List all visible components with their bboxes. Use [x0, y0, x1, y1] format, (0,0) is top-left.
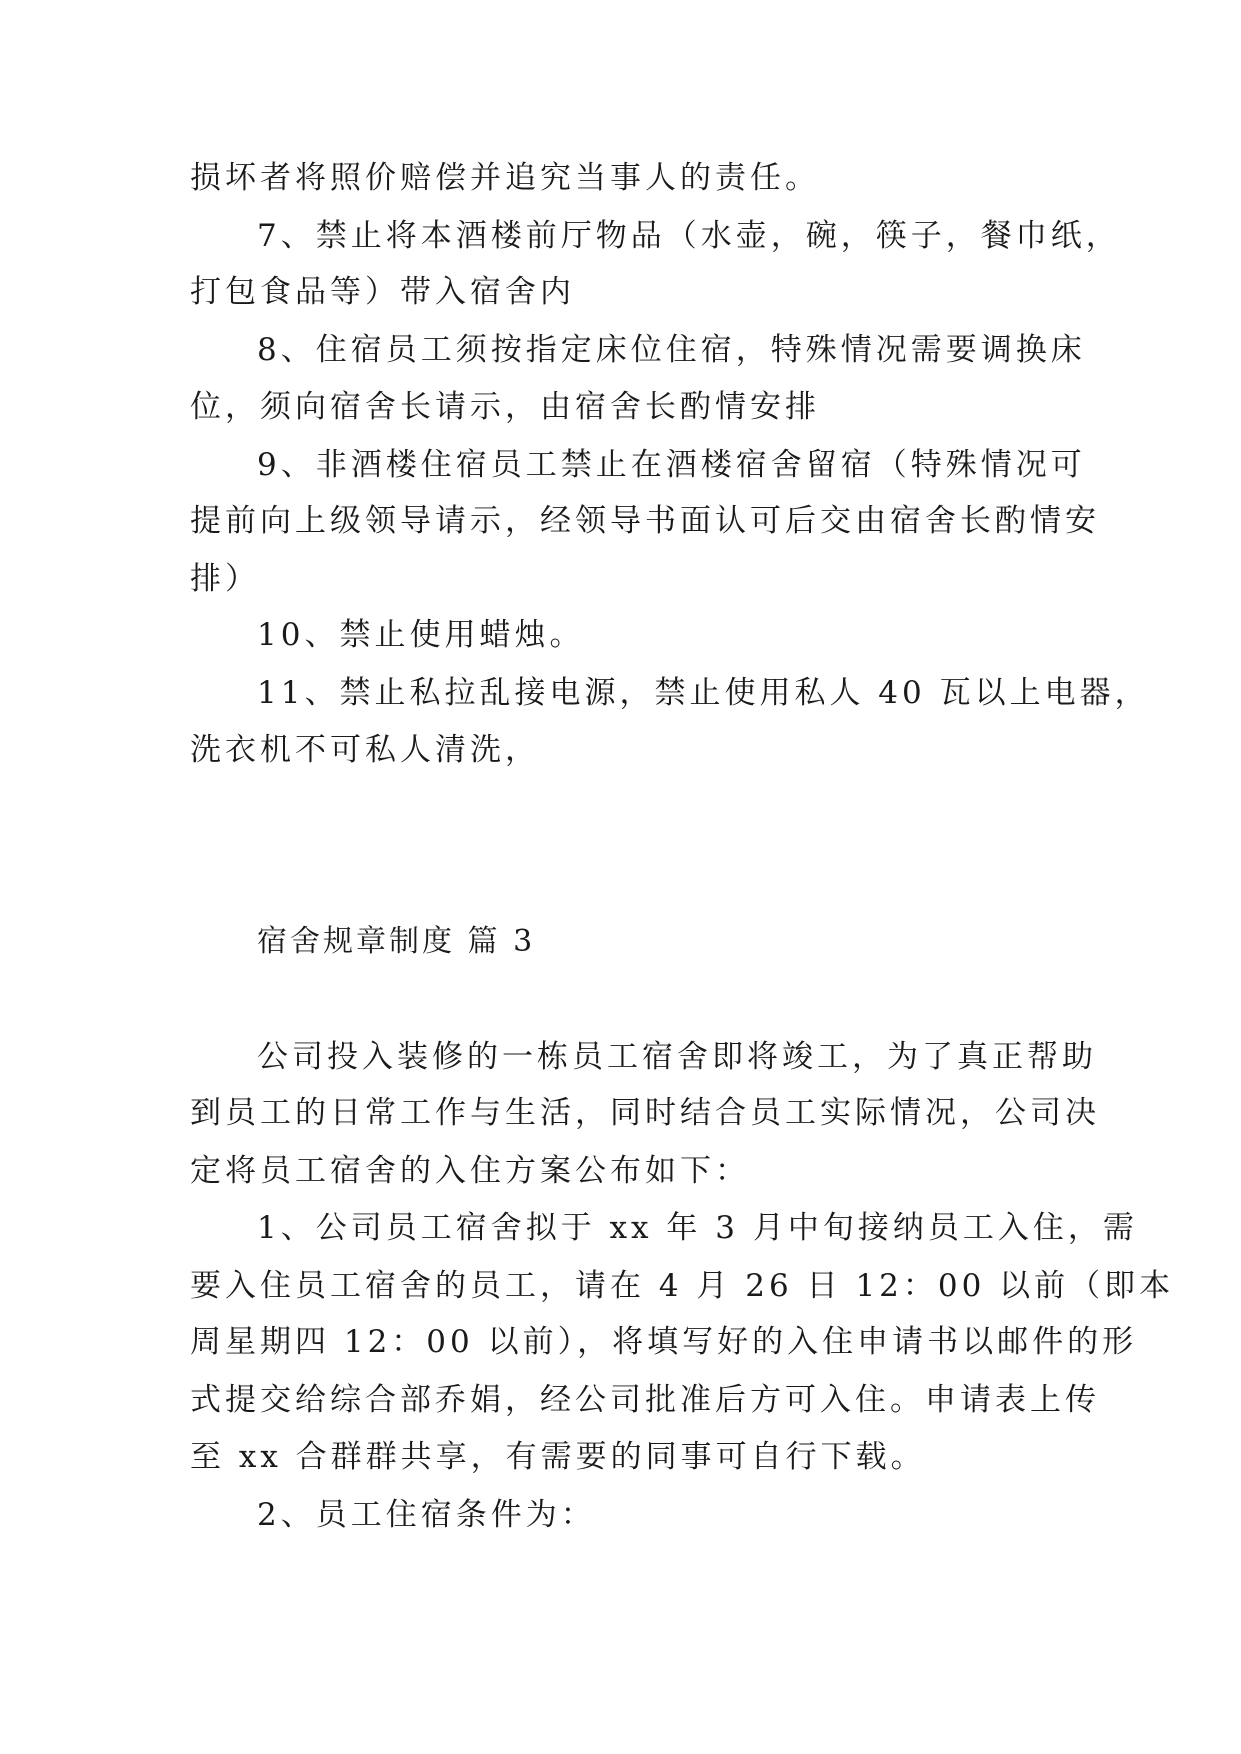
- rule-9-line-3: 排）: [190, 561, 260, 597]
- rule-8-line-1: 8、住宿员工须按指定床位住宿，特殊情况需要调换床: [257, 332, 1086, 368]
- rule-9-line-1: 9、非酒楼住宿员工禁止在酒楼宿舍留宿（特殊情况可: [257, 447, 1086, 483]
- rule-11-line-2: 洗衣机不可私人清洗，: [190, 732, 540, 768]
- item-1-line-1: 1、公司员工宿舍拟于 xx 年 3 月中旬接纳员工入住，需: [257, 1210, 1138, 1246]
- item-1-line-5: 至 xx 合群群共享，有需要的同事可自行下载。: [190, 1439, 926, 1475]
- rule-7-line-2: 打包食品等）带入宿舍内: [190, 274, 575, 310]
- intro-line-2: 到员工的日常工作与生活，同时结合员工实际情况，公司决: [190, 1095, 1100, 1131]
- rule-10-line: 10、禁止使用蜡烛。: [257, 617, 585, 653]
- rule-9-line-2: 提前向上级领导请示，经领导书面认可后交由宿舍长酌情安: [190, 503, 1100, 539]
- text-line: 损坏者将照价赔偿并追究当事人的责任。: [190, 160, 820, 196]
- rule-7-line-1: 7、禁止将本酒楼前厅物品（水壶，碗，筷子，餐巾纸，: [257, 218, 1121, 254]
- item-1-line-3: 周星期四 12：00 以前），将填写好的入住申请书以邮件的形: [190, 1324, 1138, 1360]
- intro-line-3: 定将员工宿舍的入住方案公布如下：: [190, 1153, 750, 1189]
- item-1-line-4: 式提交给综合部乔娟，经公司批准后方可入住。申请表上传: [190, 1382, 1100, 1418]
- item-1-line-2: 要入住员工宿舍的员工，请在 4 月 26 日 12：00 以前（即本: [190, 1268, 1175, 1304]
- item-2-line: 2、员工住宿条件为：: [257, 1497, 596, 1533]
- intro-line-1: 公司投入装修的一栋员工宿舍即将竣工，为了真正帮助: [257, 1039, 1097, 1075]
- rule-8-line-2: 位，须向宿舍长请示，由宿舍长酌情安排: [190, 389, 820, 425]
- section-heading: 宿舍规章制度 篇 3: [257, 924, 536, 959]
- rule-11-line-1: 11、禁止私拉乱接电源，禁止使用私人 40 瓦以上电器，: [257, 675, 1150, 711]
